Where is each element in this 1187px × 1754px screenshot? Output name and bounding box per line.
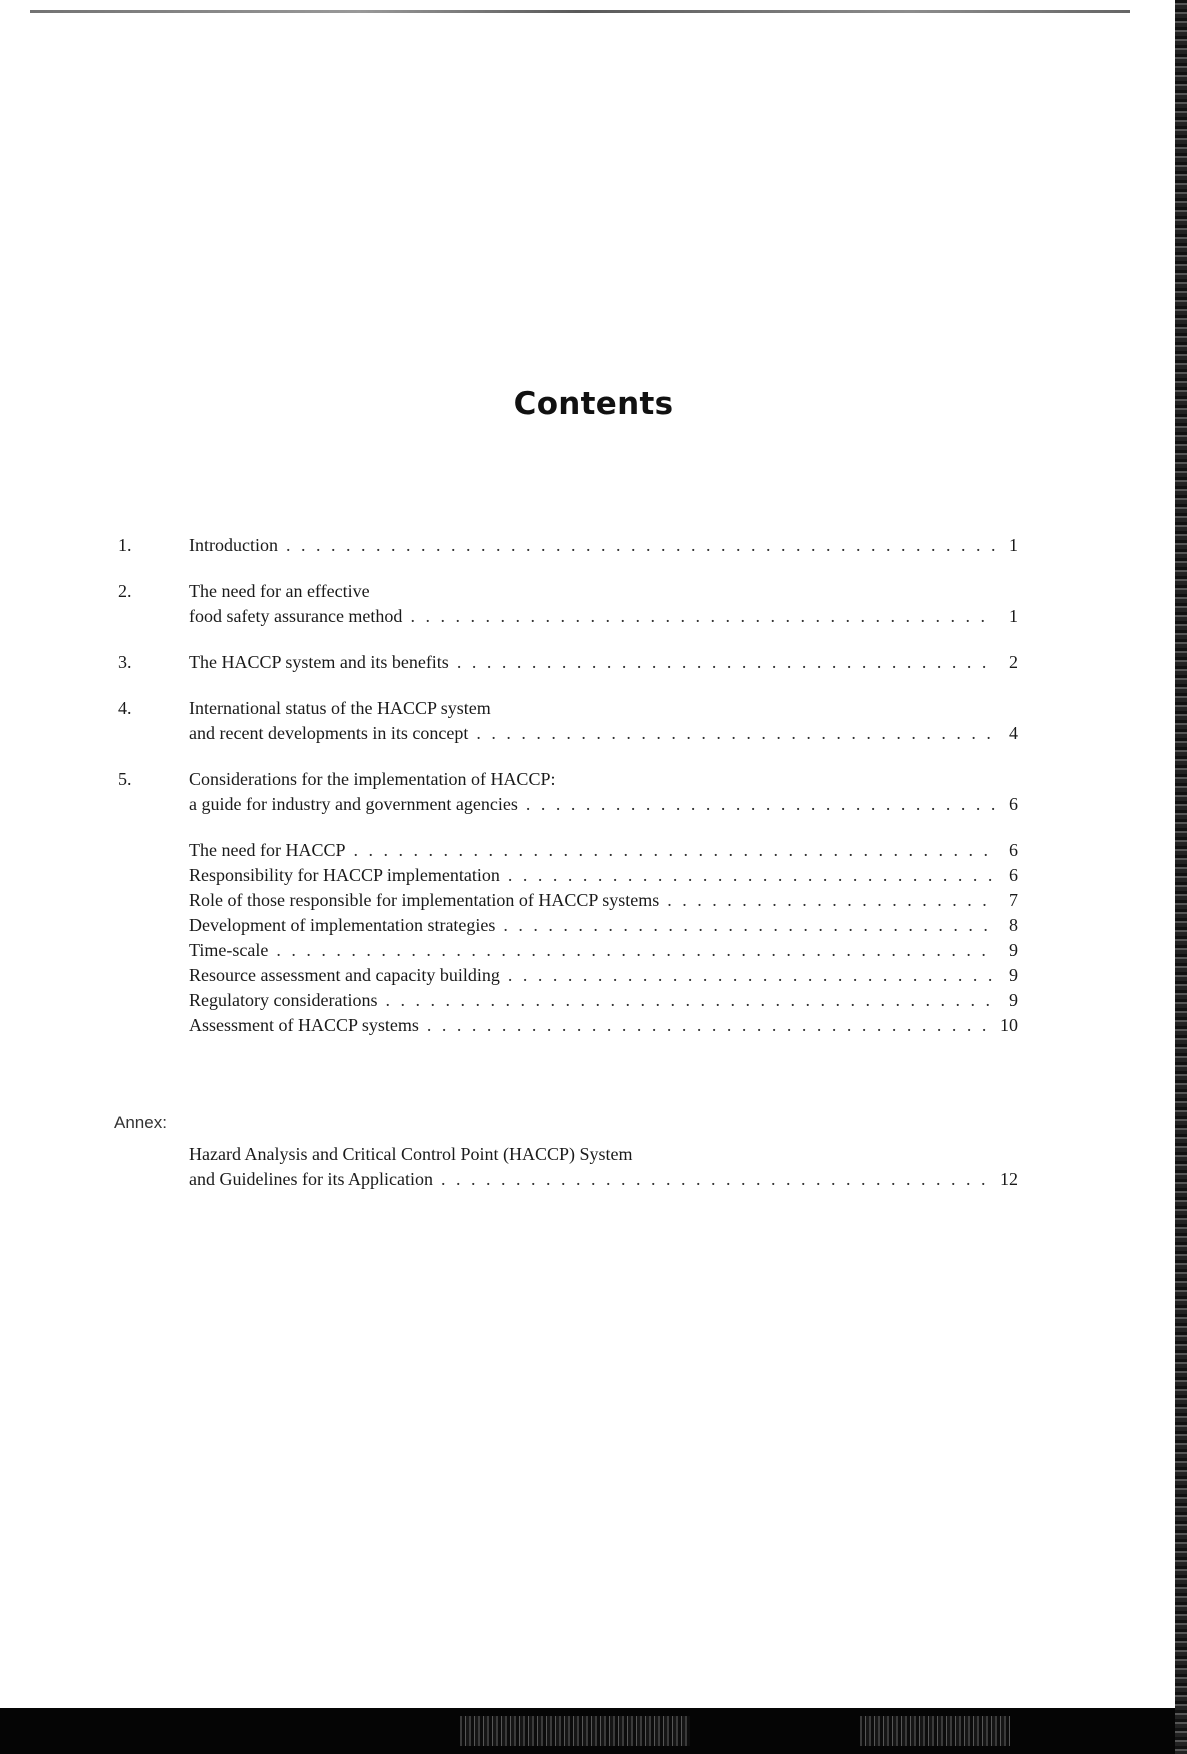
subentry-title: Time-scale — [189, 940, 269, 960]
toc-subentry[interactable] — [189, 838, 1018, 863]
entry-page-number: 4 — [1009, 723, 1018, 743]
toc-entry-2[interactable] — [118, 579, 1018, 629]
subentry-page-number: 10 — [1000, 1015, 1018, 1035]
annex-title: and Guidelines for its Application — [189, 1169, 433, 1189]
subentry-page-number: 6 — [1009, 865, 1018, 885]
subentry-title: Resource assessment and capacity building — [189, 965, 500, 985]
dot-leader — [427, 1013, 992, 1038]
entry-number: 5. — [118, 769, 132, 789]
subentry-title: The need for HACCP — [189, 840, 346, 860]
toc-entry-4[interactable] — [118, 696, 1018, 746]
toc-entry-5[interactable] — [118, 767, 1018, 817]
subentry-page-number: 8 — [1009, 915, 1018, 935]
annex-label: Annex: — [114, 1113, 167, 1132]
entry-title: a guide for industry and government agencies — [189, 794, 518, 814]
toc-subentry[interactable] — [189, 938, 1018, 963]
dot-leader — [457, 650, 996, 675]
entry-page-number: 6 — [1009, 794, 1018, 814]
dot-leader — [503, 913, 996, 938]
scan-right-edge — [1175, 0, 1187, 1754]
entry-title: The HACCP system and its benefits — [189, 652, 449, 672]
dot-leader — [667, 888, 996, 913]
toc-annex-entry[interactable] — [189, 1142, 1018, 1192]
dot-leader — [410, 604, 996, 629]
entry-title-line: Considerations for the implementation of HACCP: — [189, 769, 556, 789]
entry-title-line: The need for an effective — [189, 581, 370, 601]
dot-leader — [276, 938, 996, 963]
annex-page-number: 12 — [1000, 1169, 1018, 1189]
subentry-title: Regulatory considerations — [189, 990, 378, 1010]
entry-page-number: 1 — [1009, 535, 1018, 555]
entry-page-number: 2 — [1009, 652, 1018, 672]
dot-leader — [508, 863, 996, 888]
toc-subentry[interactable] — [189, 913, 1018, 938]
entry-title: and recent developments in its concept — [189, 723, 469, 743]
entry-number: 1. — [118, 535, 132, 555]
scan-bottom-edge — [0, 1708, 1175, 1754]
entry-number: 4. — [118, 698, 132, 718]
page-title: Contents — [513, 386, 674, 422]
subentry-title: Development of implementation strategies — [189, 915, 496, 935]
toc-subentry[interactable] — [189, 1013, 1018, 1038]
subentry-page-number: 7 — [1009, 890, 1018, 910]
subentry-page-number: 9 — [1009, 940, 1018, 960]
dot-leader — [476, 721, 996, 746]
toc-subentry[interactable] — [189, 963, 1018, 988]
toc-subentry[interactable] — [189, 863, 1018, 888]
subentry-title: Role of those responsible for implementation of HACCP systems — [189, 890, 660, 910]
subentry-page-number: 6 — [1009, 840, 1018, 860]
toc-entry-1[interactable] — [118, 533, 1018, 558]
subentry-page-number: 9 — [1009, 965, 1018, 985]
dot-leader — [508, 963, 996, 988]
entry-number: 3. — [118, 652, 132, 672]
toc-entry-3[interactable] — [118, 650, 1018, 675]
scan-top-edge — [30, 10, 1130, 13]
toc-subentries — [189, 838, 1018, 1038]
table-of-contents — [118, 533, 1018, 1074]
dot-leader — [353, 838, 996, 863]
dot-leader — [286, 533, 996, 558]
entry-title: Introduction — [189, 535, 278, 555]
subentry-title: Responsibility for HACCP implementation — [189, 865, 500, 885]
entry-page-number: 1 — [1009, 606, 1018, 626]
subentry-title: Assessment of HACCP systems — [189, 1015, 419, 1035]
subentry-page-number: 9 — [1009, 990, 1018, 1010]
toc-subentry[interactable] — [189, 988, 1018, 1013]
dot-leader — [385, 988, 996, 1013]
annex-title-line: Hazard Analysis and Critical Control Point (HACCP) System — [189, 1144, 633, 1164]
entry-title-line: International status of the HACCP system — [189, 698, 491, 718]
dot-leader — [526, 792, 996, 817]
entry-number: 2. — [118, 581, 132, 601]
entry-title: food safety assurance method — [189, 606, 403, 626]
dot-leader — [441, 1167, 992, 1192]
toc-subentry[interactable] — [189, 888, 1018, 913]
